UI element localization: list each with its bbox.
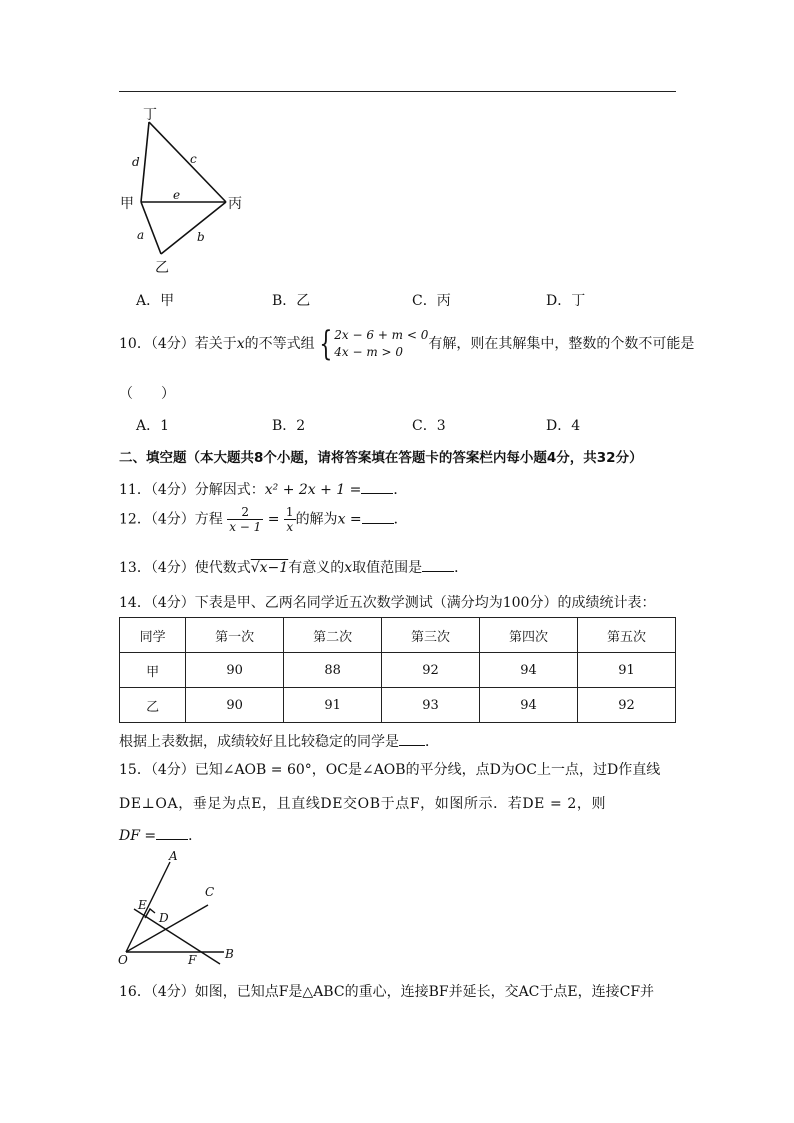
edge-label-a: a — [137, 228, 145, 242]
table-header: 第三次 — [382, 618, 480, 653]
vertex-left-label: 甲 — [120, 196, 134, 212]
edge-label-b: b — [197, 230, 205, 244]
q10-mid: 的不等式组 — [244, 336, 315, 352]
q10-option-a: A．1 — [136, 418, 170, 434]
q12-xeq: x = — [337, 511, 362, 528]
table-header-row — [120, 618, 676, 653]
table-header: 第四次 — [480, 618, 578, 653]
q12-prefix: 12．（4分）方程 — [119, 511, 223, 528]
edge-label-c: c — [190, 152, 197, 166]
section-2-heading: 二、填空题（本大题共8个小题，请将答案填在答题卡的答案栏内每小题4分，共32分） — [119, 450, 643, 466]
q10-system — [334, 327, 428, 361]
table-cell: 91 — [578, 653, 676, 688]
q10-prefix: 10．（4分）若关于 — [119, 336, 237, 352]
q10-brace: { — [318, 324, 332, 364]
edge-label-d: d — [132, 155, 140, 169]
q15-line-2: DE⊥OA，垂足为点E，且直线DE交OB于点F，如图所示．若DE = 2，则 — [119, 796, 607, 812]
table-header: 第一次 — [186, 618, 284, 653]
point-b-label: B — [225, 947, 234, 961]
table-header: 同学 — [120, 618, 186, 653]
point-f-label: F — [188, 953, 197, 967]
q15-line-3 — [119, 825, 202, 845]
q10-option-c: C．3 — [412, 418, 446, 434]
q12-f1-den: x − 1 — [229, 520, 262, 534]
q9-option-d: D．丁 — [546, 293, 586, 309]
line-de — [134, 909, 220, 964]
q13-answer-blank[interactable] — [422, 559, 454, 572]
q14-text: 14．（4分）下表是甲、乙两名同学近五次数学测试（满分均为100分）的成绩统计表： — [119, 595, 656, 611]
q10-paren: （ ） — [119, 386, 175, 402]
q15-answer-blank[interactable] — [156, 827, 188, 840]
q10-ineq2: 4x − m > 0 — [334, 345, 404, 359]
vertex-right-label: 丙 — [228, 196, 242, 212]
q13-text — [119, 557, 468, 577]
q15-df-label: DF = — [119, 828, 157, 844]
q10-option-b: B．2 — [272, 418, 306, 434]
q12-answer-blank[interactable] — [362, 511, 394, 524]
angle-figure — [112, 848, 242, 970]
q14-answer-blank[interactable] — [399, 733, 425, 746]
q12-mid: 的解为 — [295, 511, 338, 528]
q12-end: ． — [393, 511, 408, 528]
q10-var-x: x — [236, 336, 245, 352]
q15-end: ． — [188, 828, 203, 844]
table-cell: 91 — [284, 688, 382, 723]
q14-end: ． — [425, 734, 439, 750]
q12-fraction-2 — [284, 505, 296, 534]
q13-mid: 有意义的 — [288, 560, 345, 576]
table-header: 第五次 — [578, 618, 676, 653]
point-d-label: D — [159, 911, 169, 925]
score-table — [119, 617, 676, 723]
q13-var-x: x — [344, 560, 353, 576]
q12-eq: = — [267, 511, 280, 528]
q9-option-b: B．乙 — [272, 293, 311, 309]
table-cell: 93 — [382, 688, 480, 723]
table-cell: 90 — [186, 653, 284, 688]
vertex-bottom-label: 乙 — [155, 260, 169, 276]
table-header: 第二次 — [284, 618, 382, 653]
q15-line-1: 15．（4分）已知∠AOB = 60°，OC是∠AOB的平分线，点D为OC上一点，过D作直线 — [119, 762, 661, 778]
q14-after-text: 根据上表数据，成绩较好且比较稳定的同学是 — [119, 734, 399, 750]
q11-expr: x² + 2x + 1 = — [264, 482, 362, 498]
edge-b — [161, 202, 226, 254]
q11-end: ． — [393, 482, 408, 498]
q10-ineq1: 2x − 6 + m < 0 — [334, 328, 429, 342]
q10-option-d: D．4 — [546, 418, 581, 434]
q10-suffix: 有解，则在其解集中，整数的个数不可能是 — [428, 336, 695, 352]
table-cell: 92 — [578, 688, 676, 723]
table-cell: 88 — [284, 653, 382, 688]
header-rule — [119, 91, 676, 92]
table-row — [120, 688, 676, 723]
q13-end: ． — [454, 560, 469, 576]
q10-text — [119, 324, 695, 364]
q14-after — [119, 731, 439, 751]
table-cell: 94 — [480, 688, 578, 723]
q13-suffix: 取值范围是 — [352, 560, 423, 576]
q11-text — [119, 479, 407, 499]
point-c-label: C — [205, 885, 215, 899]
q12-fraction-1 — [227, 505, 263, 534]
q11-answer-blank[interactable] — [361, 481, 393, 494]
ray-oa — [126, 862, 170, 952]
q16-text: 16．（4分）如图，已知点F是△ABC的重心，连接BF并延长，交AC于点E，连接CF并 — [119, 984, 655, 1000]
q13-prefix: 13．（4分）使代数式 — [119, 560, 251, 576]
point-o-label: O — [118, 953, 128, 967]
table-cell: 90 — [186, 688, 284, 723]
vertex-top-label: 丁 — [143, 107, 157, 123]
q12-f1-num: 2 — [227, 505, 263, 520]
edge-d — [141, 122, 149, 202]
table-cell: 甲 — [120, 653, 186, 688]
table-cell: 92 — [382, 653, 480, 688]
q13-radical: √x−1 — [250, 560, 289, 576]
point-a-label: A — [169, 849, 178, 863]
edge-c — [149, 122, 226, 202]
q12-f2-den: x — [286, 520, 294, 534]
q12-text — [119, 505, 408, 534]
q11-prefix: 11．（4分）分解因式： — [119, 482, 265, 498]
quadrilateral-figure — [115, 100, 255, 280]
q12-f2-num: 1 — [285, 505, 294, 519]
point-e-label: E — [138, 898, 147, 912]
table-cell: 乙 — [120, 688, 186, 723]
q9-option-c: C．丙 — [412, 293, 451, 309]
table-cell: 94 — [480, 653, 578, 688]
q9-option-a: A．甲 — [136, 293, 175, 309]
edge-label-e: e — [173, 188, 181, 202]
table-row — [120, 653, 676, 688]
